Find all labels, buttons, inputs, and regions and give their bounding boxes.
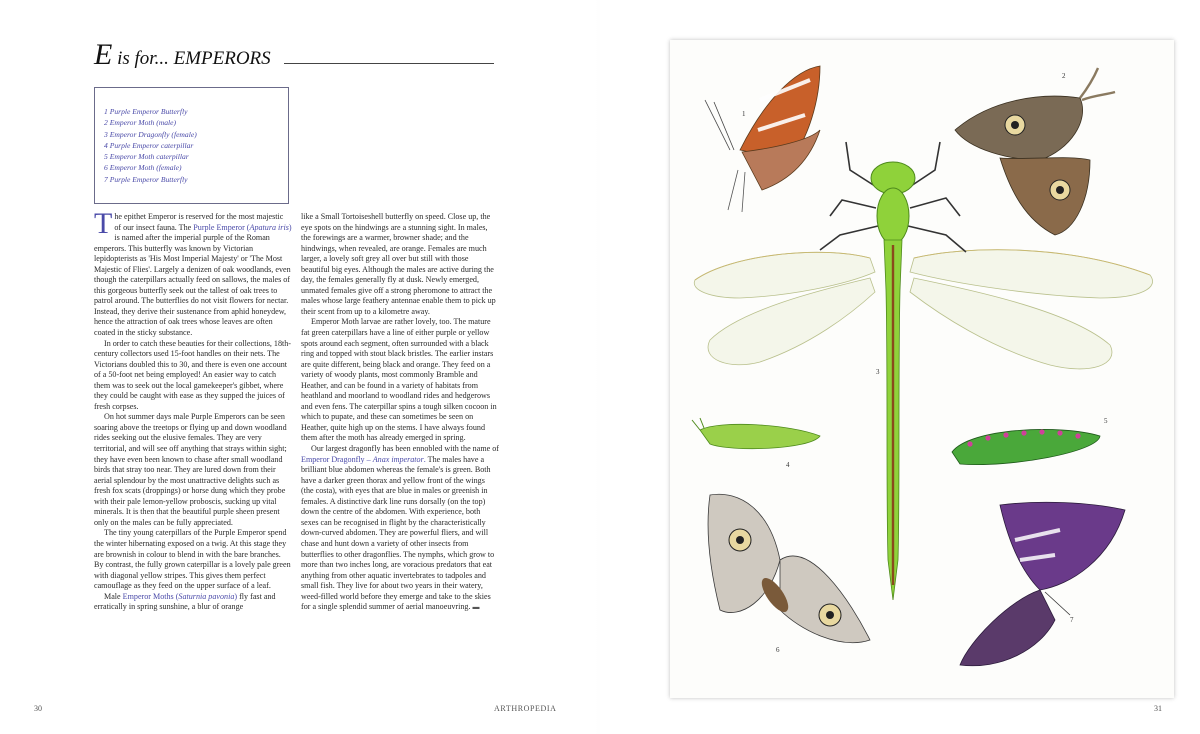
plate-label-6: 6 bbox=[776, 646, 780, 654]
title-rule bbox=[284, 63, 494, 64]
text-run: Male bbox=[104, 591, 123, 601]
emperor-moth-male bbox=[955, 68, 1115, 235]
text-column-1 bbox=[94, 207, 292, 613]
link-text: Emperor Moths ( bbox=[122, 591, 179, 601]
title-mid: is for... bbox=[112, 48, 174, 69]
legend-item: 3 Emperor Dragonfly (female) bbox=[104, 129, 197, 139]
running-head: ARTHROPEDIA bbox=[494, 704, 557, 713]
purple-emperor-underside bbox=[705, 66, 820, 212]
page-number-right: 31 bbox=[1154, 704, 1162, 713]
page-title bbox=[94, 38, 494, 72]
link-text-end: ) bbox=[288, 222, 292, 232]
plate-legend-box bbox=[94, 87, 289, 204]
legend-list bbox=[104, 106, 288, 185]
paragraph: like a Small Tortoiseshell butterfly on speed. Close up, the eye spots on the hindwings are a stunning sight. In males, the forewings are a warmer, browner shade; and the hindwings, when revealed, are orange. Females are much larger, a lovely soft grey all over but still with those beautiful big eyes. Although the males are active during the day, the females generally fly at dusk. Newly emerged, unmated females give off a strong pheromone to attract the males whose large feathery antennae enable them to pick up their scent from up to a kilometre away. bbox=[301, 212, 496, 316]
paragraph: The tiny young caterpillars of the Purple Emperor spend the winter hibernating exposed on a twig. At this stage they are brownish in colour to blend in with the bare branches. By contrast, the fully grown caterpillar is a lovely pale green with diagonal yellow stripes. This gives them perfect camouflage as they feed on the upper surface of a leaf. bbox=[94, 528, 291, 591]
legend-item: 6 Emperor Moth (female) bbox=[104, 163, 182, 173]
page-number-left: 30 bbox=[34, 704, 42, 713]
dragonfly-body bbox=[871, 162, 915, 600]
link-latin: Apatura iris bbox=[249, 222, 289, 232]
paragraph bbox=[301, 444, 499, 613]
link-purple-emperor[interactable] bbox=[193, 223, 291, 232]
legend-item: 7 Purple Emperor Butterfly bbox=[104, 174, 188, 184]
link-text: Emperor Dragonfly – bbox=[301, 454, 373, 464]
emperor-moth-female bbox=[708, 494, 870, 642]
title-word: EMPERORS bbox=[173, 48, 271, 69]
paragraph: In order to catch these beauties for their collections, 18th-century collectors used 15-foot handles on their nets. The Victorians doubled this to 30, and there is even one account of a 50-foot net being employed! An easier way to catch them was to seek out the local gamekeeper's gibbet, where they could be caught with ease as they supped the juices of fresh corpses. bbox=[94, 338, 291, 411]
plate-label-2: 2 bbox=[1062, 72, 1066, 80]
link-latin: Anax imperator bbox=[372, 454, 424, 464]
legend-item: 5 Emperor Moth caterpillar bbox=[104, 152, 189, 162]
link-emperor-dragonfly[interactable] bbox=[301, 455, 426, 464]
plate-label-5: 5 bbox=[1104, 417, 1108, 425]
paragraph bbox=[94, 207, 292, 339]
link-text-end: ) bbox=[234, 591, 238, 601]
end-mark-icon: ▬ bbox=[472, 603, 480, 612]
emperor-moth-caterpillar bbox=[952, 429, 1100, 464]
link-emperor-moths[interactable] bbox=[123, 592, 237, 601]
paragraph: Emperor Moth larvae are rather lovely, too. The mature fat green caterpillars have a line of either purple or yellow spots around each segment, often surrounded with a black ring and topped with stout black bristles. The earlier instars are quite different, being black and orange. They feed on a variety of woody plants, most commonly Bramble and Heather, and can be found in a variety of habitats from heathland and moorland to woodland rides and hedgerows and even fens. The caterpillar spins a tough silken cocoon in which to pupate, and these can sometimes be seen on Heather, quite high up on the stems. I have always found them after the moth has already emerged in spring. bbox=[301, 317, 497, 443]
illustration-plate bbox=[670, 40, 1174, 698]
legend-item: 4 Purple Emperor caterpillar bbox=[104, 140, 194, 150]
plate-label-4: 4 bbox=[786, 461, 790, 469]
paragraph bbox=[94, 592, 292, 613]
drop-cap: T bbox=[94, 207, 113, 240]
dragonfly-thorax bbox=[877, 188, 909, 244]
title-initial: E bbox=[94, 38, 113, 71]
legend-item: 1 Purple Emperor Butterfly bbox=[104, 107, 188, 116]
legend-item: 2 Emperor Moth (male) bbox=[104, 118, 177, 128]
text-run: is named after the imperial purple of the Roman emperors. This butterfly was known by Victorian lepidopterists as 'His Most Imperial Majesty' or 'The Most Majestic of Flies'. Largely a denizen of oak woodlands, even though the caterpillars actually feed on sallows, the males of this gorgeous butterfly seek out the tallest of oak trees to patrol around. The butterflies do not visit flowers for nectar. Instead, they derive their sustenance from aphid honeydew, hence the attraction of oak trees whose leaves are often coated in the sticky substance. bbox=[94, 233, 291, 338]
plate-label-7: 7 bbox=[1070, 616, 1074, 624]
link-latin: Saturnia pavonia bbox=[178, 591, 235, 601]
text-run: fly fast and erratically in spring sunshine, a blur of orange bbox=[94, 591, 276, 612]
text-run: Our largest dragonfly has been ennobled with the name of bbox=[311, 444, 499, 454]
plate-label-1: 1 bbox=[742, 110, 746, 118]
link-text-end: . bbox=[423, 454, 426, 464]
text-run: he epithet Emperor is reserved for the most majestic of our insect fauna. The bbox=[114, 212, 284, 232]
paragraph: On hot summer days male Purple Emperors can be seen soaring above the treetops or flying up and down woodland rides seeking out the elusive females. They are very territorial, and will see off anything that strays within sight; they have even been known to chase after small woodland birds that stray too near. They are lured down from their aerial splendour by the most unattractive delights such as fresh fox scats (droppings) or horse dung which they probe with their pale lemon-yellow proboscis, sucking up vital minerals. It is then that the beautiful purple sheen present only on the males can be fully appreciated. bbox=[94, 412, 287, 527]
plate-label-3: 3 bbox=[876, 368, 880, 376]
text-column-2 bbox=[301, 212, 499, 613]
dragonfly-wings bbox=[694, 250, 1152, 369]
text-run: The males have a brilliant blue abdomen whereas the female's is green. Both have a darker green thorax and yellow front of the wings (the costa), with eyes that are blue in males or greenish in females. A distinctive dark line runs dorsally (on the top) down the centre of the abdomen. With experience, both sexes can be recognised in flight by the characteristically down-curved abdomen. They are powerful fliers, and will chase and hunt down a variety of other insects from butterflies to other dragonflies. The nymphs, which grow to more than two inches long, are voracious predators that eat anything from other aquatic invertebrates to tadpoles and small fish. They live for about two years in their watery, weed-filled world before they emerge and take to the skies for a single splendid summer of aerial manoeuvring. bbox=[301, 454, 495, 612]
purple-emperor-caterpillar bbox=[692, 418, 820, 449]
insect-illustrations bbox=[670, 40, 1174, 698]
purple-emperor-upperside bbox=[960, 502, 1125, 665]
link-text: Purple Emperor ( bbox=[193, 222, 250, 232]
